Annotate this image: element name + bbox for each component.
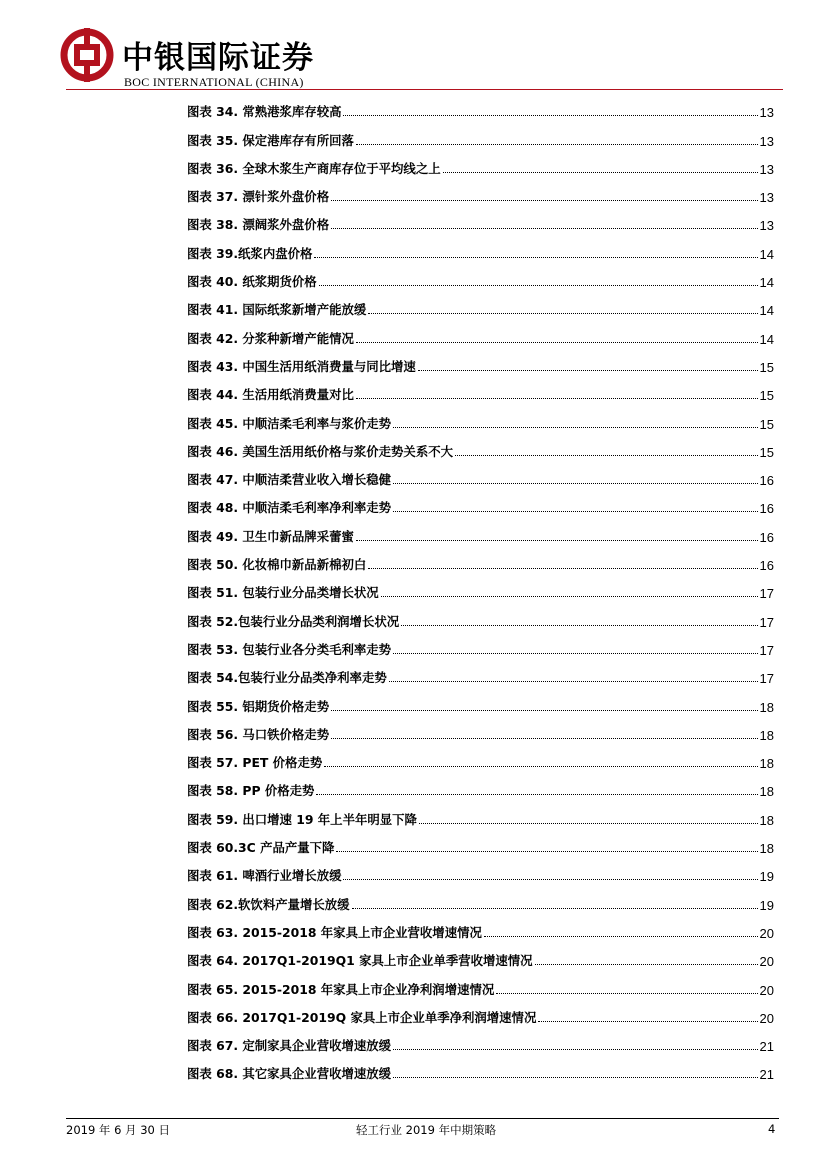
toc-entry[interactable] [187, 492, 774, 520]
toc-entry-page[interactable]: 18 [759, 699, 774, 715]
toc-entry-page[interactable]: 13 [759, 133, 774, 149]
toc-dot-leader [319, 285, 758, 286]
toc-dot-leader [401, 625, 757, 626]
toc-entry[interactable] [187, 775, 774, 803]
toc-entry-page[interactable]: 15 [759, 444, 774, 460]
toc-dot-leader [356, 144, 758, 145]
toc-entry-page[interactable]: 17 [759, 614, 774, 630]
toc-entry[interactable] [187, 322, 774, 350]
toc-entry-page[interactable]: 19 [759, 869, 774, 885]
toc-entry-page[interactable]: 13 [759, 218, 774, 234]
toc-dot-leader [419, 823, 758, 824]
toc-entry[interactable] [187, 520, 774, 548]
table-of-figures [187, 96, 774, 1086]
toc-dot-leader [381, 596, 758, 597]
toc-entry[interactable] [187, 209, 774, 237]
toc-entry[interactable] [187, 662, 774, 690]
toc-dot-leader [368, 568, 757, 569]
toc-dot-leader [356, 540, 758, 541]
toc-entry-title[interactable]: 图表 56. 马口铁价格走势 [187, 726, 330, 742]
toc-entry[interactable] [187, 605, 774, 633]
toc-entry[interactable] [187, 294, 774, 322]
toc-entry-title[interactable]: 图表 57. PET 价格走势 [187, 755, 323, 771]
toc-entry-page[interactable]: 18 [759, 841, 774, 857]
boc-logo-icon [60, 28, 114, 82]
toc-entry[interactable] [187, 379, 774, 407]
toc-entry-page[interactable]: 14 [759, 303, 774, 319]
toc-dot-leader [336, 851, 757, 852]
toc-entry-page[interactable]: 21 [759, 1039, 774, 1055]
toc-entry[interactable] [187, 407, 774, 435]
toc-entry-title[interactable]: 图表 65. 2015-2018 年家具上市企业净利润增速情况 [187, 981, 495, 997]
footer-page-number: 4 [768, 1122, 776, 1136]
toc-dot-leader [538, 1021, 757, 1022]
brand-name-cn: 中银国际证券 [122, 40, 314, 76]
toc-dot-leader [443, 172, 758, 173]
toc-entry[interactable] [187, 860, 774, 888]
toc-dot-leader [331, 738, 757, 739]
toc-entry-page[interactable]: 14 [759, 246, 774, 262]
toc-entry[interactable] [187, 917, 774, 945]
toc-entry-page[interactable]: 18 [759, 756, 774, 772]
toc-entry[interactable] [187, 1058, 774, 1086]
toc-dot-leader [368, 313, 757, 314]
toc-entry-title[interactable]: 图表 52.包装行业分品类利润增长状况 [187, 613, 400, 629]
toc-entry-page[interactable]: 15 [759, 388, 774, 404]
toc-entry-title[interactable]: 图表 39.纸浆内盘价格 [187, 245, 313, 261]
toc-entry-page[interactable]: 13 [759, 161, 774, 177]
toc-entry-title[interactable]: 图表 35. 保定港库存有所回落 [187, 132, 354, 148]
toc-dot-leader [324, 766, 757, 767]
toc-entry-page[interactable]: 20 [759, 982, 774, 998]
toc-dot-leader [418, 370, 758, 371]
toc-entry-title[interactable]: 图表 38. 漂阔浆外盘价格 [187, 217, 330, 233]
toc-dot-leader [389, 681, 758, 682]
toc-entry[interactable] [187, 96, 774, 124]
toc-entry-page[interactable]: 19 [759, 897, 774, 913]
toc-dot-leader [393, 1077, 757, 1078]
toc-entry-title[interactable]: 图表 45. 中顺洁柔毛利率与浆价走势 [187, 415, 392, 431]
toc-entry-title[interactable]: 图表 64. 2017Q1-2019Q1 家具上市企业单季营收增速情况 [187, 953, 533, 969]
toc-entry-title[interactable]: 图表 60.3C 产品产量下降 [187, 840, 335, 856]
toc-entry-title[interactable]: 图表 62.软饮料产量增长放缓 [187, 896, 350, 912]
toc-entry-page[interactable]: 15 [759, 359, 774, 375]
toc-dot-leader [356, 342, 758, 343]
toc-entry-title[interactable]: 图表 37. 漂针浆外盘价格 [187, 189, 330, 205]
toc-entry[interactable] [187, 832, 774, 860]
toc-entry-page[interactable]: 17 [759, 671, 774, 687]
toc-entry-page[interactable]: 16 [759, 529, 774, 545]
toc-entry-page[interactable]: 14 [759, 275, 774, 291]
toc-entry[interactable] [187, 803, 774, 831]
footer-divider [66, 1118, 779, 1119]
toc-entry-page[interactable]: 16 [759, 501, 774, 517]
toc-entry[interactable] [187, 1030, 774, 1058]
toc-entry[interactable] [187, 888, 774, 916]
toc-entry-page[interactable]: 13 [759, 105, 774, 121]
toc-entry-title[interactable]: 图表 51. 包装行业分品类增长状况 [187, 585, 379, 601]
toc-dot-leader [343, 879, 757, 880]
toc-entry-page[interactable]: 13 [759, 190, 774, 206]
footer-date: 2019 年 6 月 30 日 [66, 1123, 170, 1137]
toc-entry-title[interactable]: 图表 34. 常熟港浆库存较高 [187, 104, 342, 120]
toc-entry[interactable] [187, 945, 774, 973]
toc-entry-title[interactable]: 图表 40. 纸浆期货价格 [187, 274, 317, 290]
toc-entry-title[interactable]: 图表 58. PP 价格走势 [187, 783, 315, 799]
toc-entry-title[interactable]: 图表 54.包装行业分品类净利率走势 [187, 670, 387, 686]
toc-entry-page[interactable]: 17 [759, 586, 774, 602]
toc-dot-leader [316, 794, 757, 795]
toc-entry-page[interactable]: 14 [759, 331, 774, 347]
brand-name-en: BOC INTERNATIONAL (CHINA) [124, 75, 304, 89]
toc-dot-leader [314, 257, 757, 258]
toc-entry-title[interactable]: 图表 67. 定制家具企业营收增速放缓 [187, 1038, 392, 1054]
toc-entry-page[interactable]: 15 [759, 416, 774, 432]
toc-entry-title[interactable]: 图表 42. 分浆种新增产能情况 [187, 330, 354, 346]
toc-dot-leader [352, 908, 758, 909]
toc-entry-page[interactable]: 16 [759, 558, 774, 574]
toc-entry-title[interactable]: 图表 59. 出口增速 19 年上半年明显下降 [187, 811, 417, 827]
toc-entry[interactable] [187, 973, 774, 1001]
toc-entry-page[interactable]: 18 [759, 784, 774, 800]
toc-entry[interactable] [187, 577, 774, 605]
toc-entry[interactable] [187, 719, 774, 747]
toc-entry[interactable] [187, 549, 774, 577]
toc-entry-title[interactable]: 图表 48. 中顺洁柔毛利率净利率走势 [187, 500, 392, 516]
toc-entry-page[interactable]: 20 [759, 954, 774, 970]
toc-entry-page[interactable]: 17 [759, 642, 774, 658]
toc-dot-leader [496, 993, 757, 994]
toc-entry-title[interactable]: 图表 61. 啤酒行业增长放缓 [187, 868, 342, 884]
toc-entry-title[interactable]: 图表 36. 全球木浆生产商库存位于平均线之上 [187, 160, 441, 176]
toc-entry-title[interactable]: 图表 66. 2017Q1-2019Q 家具上市企业单季净利润增速情况 [187, 1009, 537, 1025]
toc-dot-leader [393, 427, 757, 428]
toc-entry-page[interactable]: 18 [759, 812, 774, 828]
footer-report-title: 轻工行业 2019 年中期策略 [356, 1123, 497, 1137]
toc-dot-leader [356, 398, 758, 399]
toc-entry-page[interactable]: 21 [759, 1067, 774, 1083]
toc-dot-leader [393, 511, 757, 512]
toc-entry[interactable] [187, 1002, 774, 1030]
toc-entry[interactable] [187, 266, 774, 294]
toc-dot-leader [343, 115, 757, 116]
toc-entry[interactable] [187, 181, 774, 209]
toc-entry[interactable] [187, 237, 774, 265]
toc-dot-leader [331, 200, 757, 201]
toc-entry[interactable] [187, 747, 774, 775]
toc-entry-title[interactable]: 图表 43. 中国生活用纸消费量与同比增速 [187, 358, 416, 374]
toc-entry-title[interactable]: 图表 55. 铝期货价格走势 [187, 698, 330, 714]
toc-entry[interactable] [187, 351, 774, 379]
toc-entry-title[interactable]: 图表 47. 中顺洁柔营业收入增长稳健 [187, 472, 392, 488]
toc-entry[interactable] [187, 436, 774, 464]
toc-dot-leader [484, 936, 758, 937]
toc-entry-title[interactable]: 图表 44. 生活用纸消费量对比 [187, 387, 354, 403]
toc-entry-page[interactable]: 20 [759, 925, 774, 941]
toc-entry[interactable] [187, 634, 774, 662]
toc-dot-leader [535, 964, 758, 965]
toc-entry-title[interactable]: 图表 41. 国际纸浆新增产能放缓 [187, 302, 367, 318]
toc-dot-leader [393, 653, 757, 654]
toc-entry[interactable] [187, 153, 774, 181]
toc-dot-leader [393, 483, 757, 484]
toc-entry[interactable] [187, 124, 774, 152]
toc-entry-title[interactable]: 图表 68. 其它家具企业营收增速放缓 [187, 1066, 392, 1082]
toc-entry-page[interactable]: 20 [759, 1010, 774, 1026]
toc-entry-title[interactable]: 图表 49. 卫生巾新品牌采蕾蜜 [187, 528, 354, 544]
page-header [60, 28, 780, 98]
toc-entry-title[interactable]: 图表 63. 2015-2018 年家具上市企业营收增速情况 [187, 924, 482, 940]
toc-entry-page[interactable]: 18 [759, 727, 774, 743]
toc-dot-leader [455, 455, 758, 456]
toc-entry-page[interactable]: 16 [759, 473, 774, 489]
toc-dot-leader [331, 710, 757, 711]
toc-entry[interactable] [187, 464, 774, 492]
toc-entry-title[interactable]: 图表 50. 化妆棉巾新品新棉初白 [187, 557, 367, 573]
toc-entry-title[interactable]: 图表 53. 包装行业各分类毛利率走势 [187, 641, 392, 657]
header-divider [66, 89, 783, 90]
toc-dot-leader [393, 1049, 757, 1050]
toc-entry-title[interactable]: 图表 46. 美国生活用纸价格与浆价走势关系不大 [187, 443, 453, 459]
toc-entry[interactable] [187, 690, 774, 718]
toc-dot-leader [331, 228, 757, 229]
